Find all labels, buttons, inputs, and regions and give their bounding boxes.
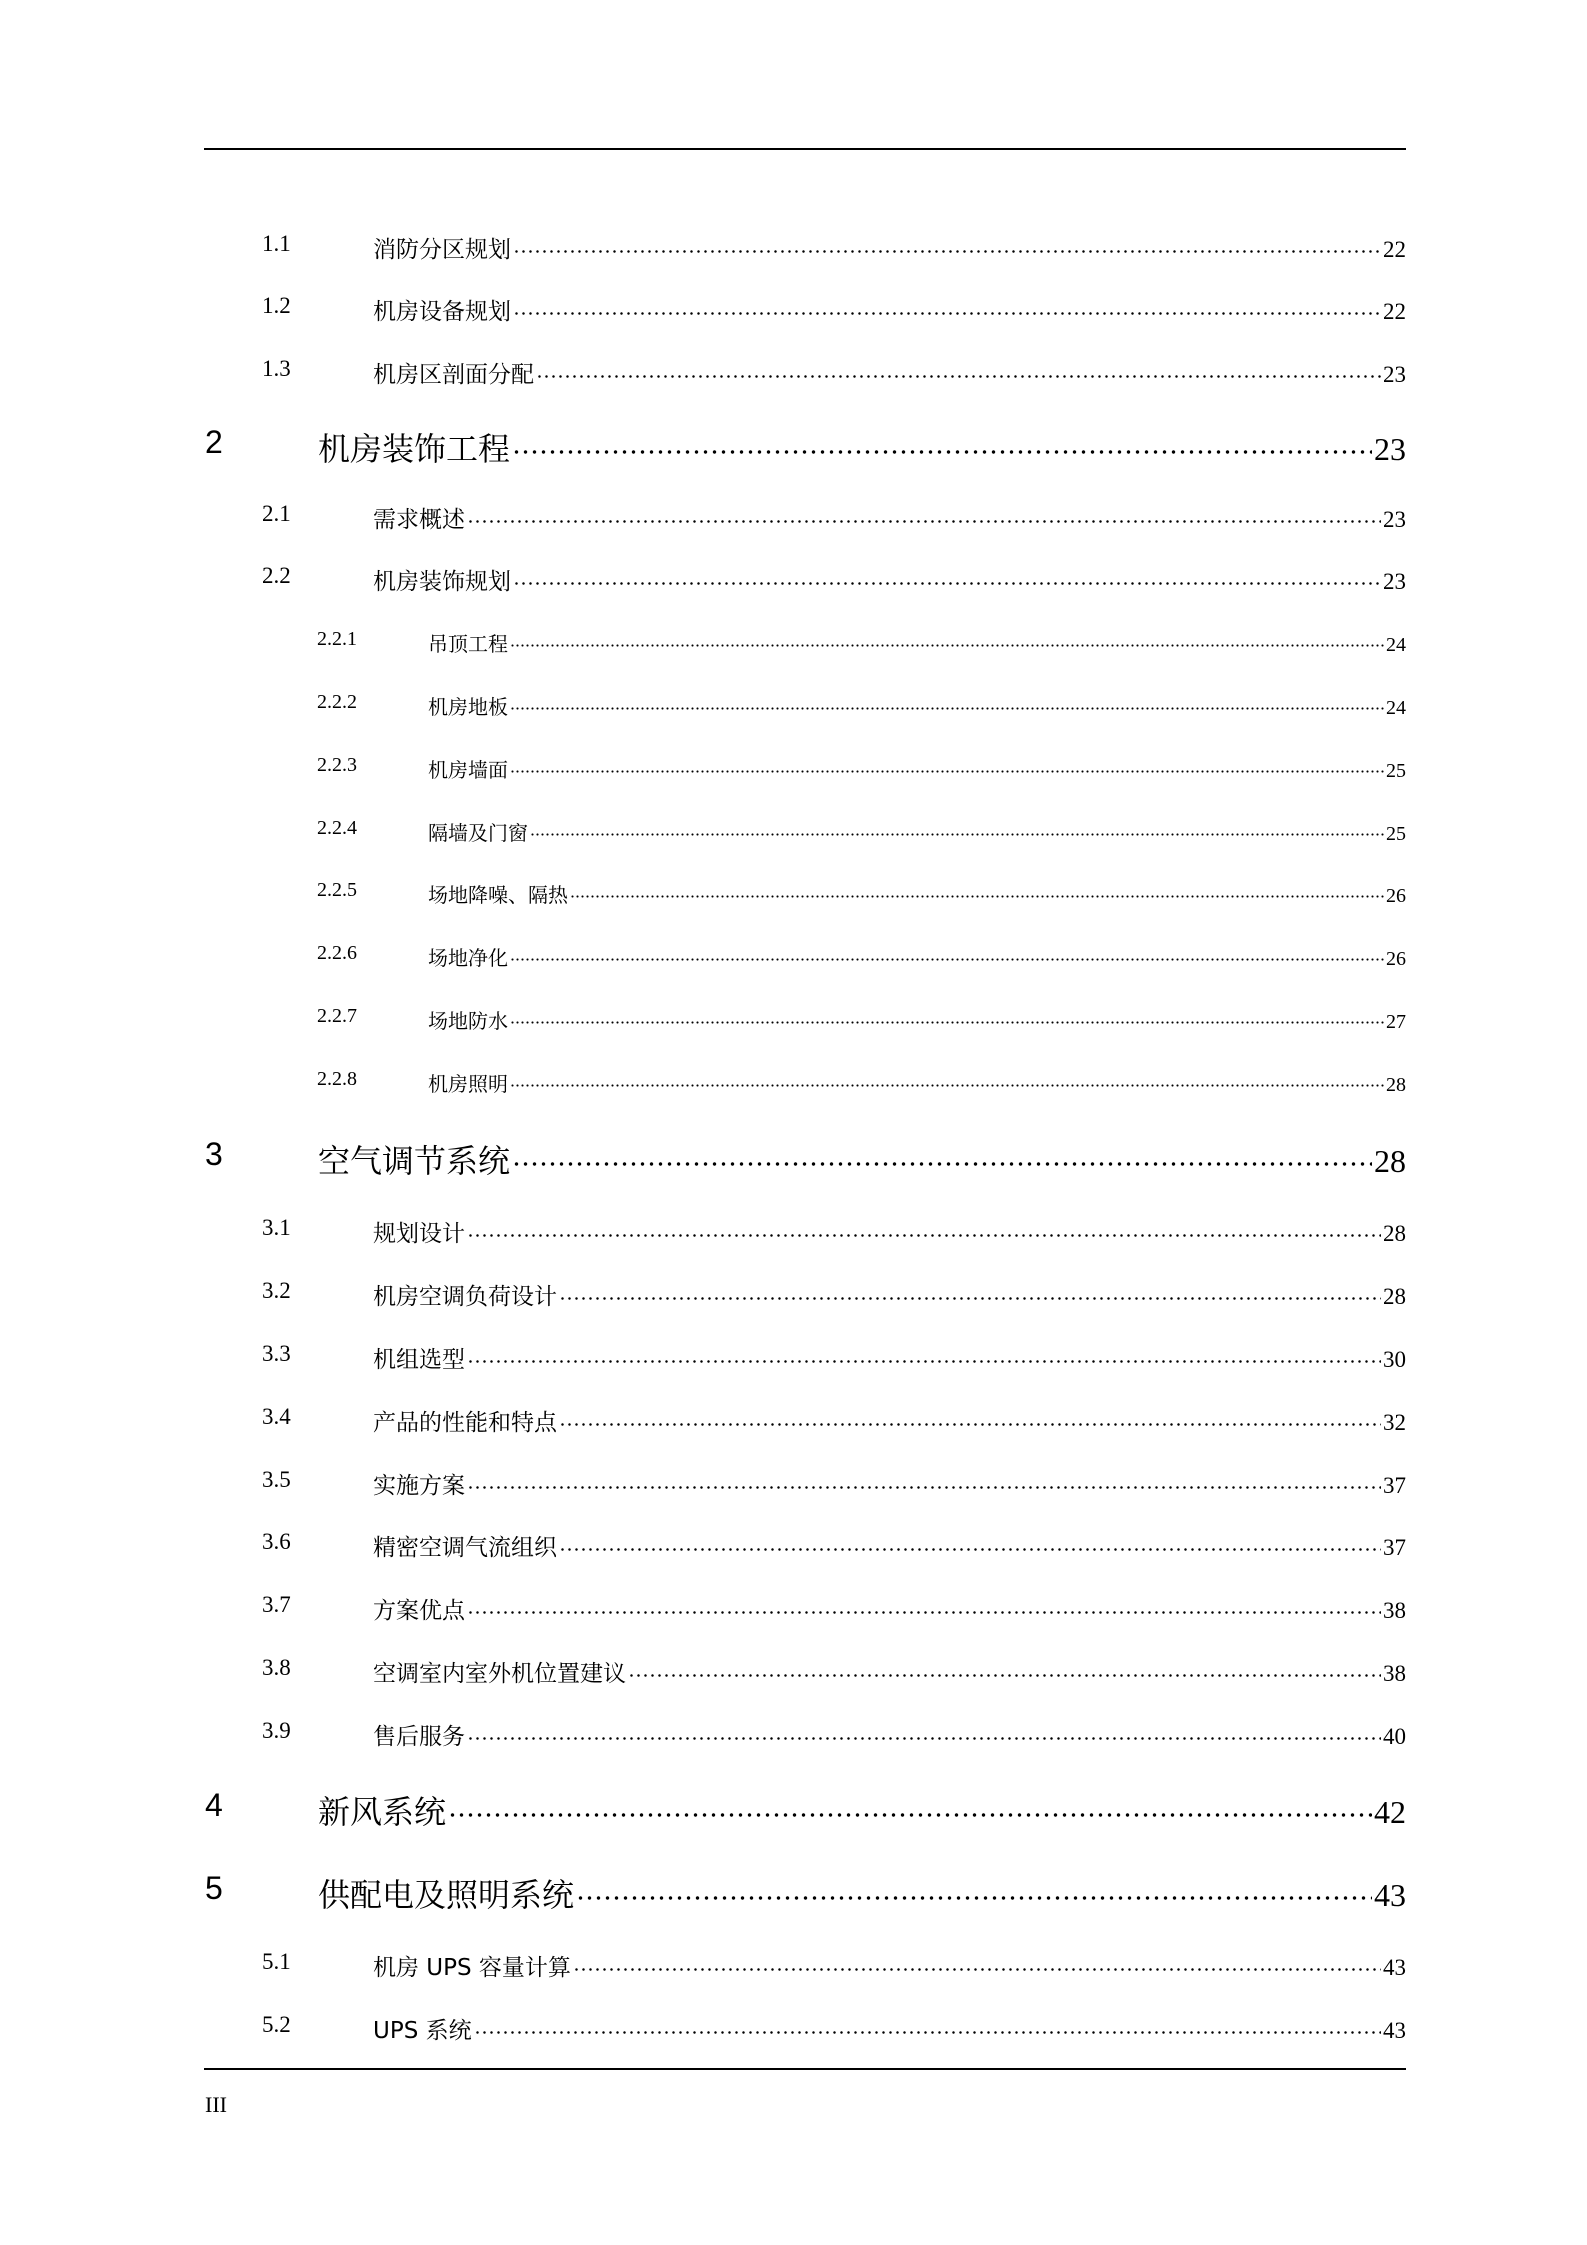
toc-entry-number: 1.2 xyxy=(262,293,291,319)
footer-rule xyxy=(204,2068,1406,2070)
toc-entry-line[interactable] xyxy=(428,1005,1406,1034)
toc-entry-page-number: 40 xyxy=(1383,1724,1406,1750)
toc-entry-page-number: 22 xyxy=(1383,237,1406,263)
dot-leader xyxy=(510,694,1384,714)
toc-entry-number: 3.9 xyxy=(262,1718,291,1744)
toc-entry-title[interactable]: 售后服务 xyxy=(373,1724,465,1751)
toc-entry-page-number: 22 xyxy=(1383,299,1406,325)
toc-entry-page-number: 28 xyxy=(1386,1074,1406,1096)
dot-leader xyxy=(512,428,1372,460)
toc-entry-title[interactable]: 精密空调气流组织 xyxy=(373,1535,557,1562)
toc-entry-title[interactable]: 场地防水 xyxy=(428,1009,508,1033)
toc-entry-number: 3.5 xyxy=(262,1467,291,1493)
dot-leader xyxy=(559,1532,1381,1555)
toc-entry-page-number: 30 xyxy=(1383,1347,1406,1373)
toc-entry-page-number: 23 xyxy=(1374,430,1406,467)
toc-entry-title[interactable]: 空气调节系统 xyxy=(318,1141,511,1180)
toc-entry-line[interactable] xyxy=(373,1529,1406,1562)
toc-entry-line[interactable] xyxy=(428,754,1406,783)
toc-entry-number: 4 xyxy=(205,1786,223,1823)
dot-leader xyxy=(559,1407,1381,1430)
dot-leader xyxy=(559,1281,1381,1304)
dot-leader xyxy=(467,1721,1381,1744)
toc-entry-line[interactable] xyxy=(373,231,1406,264)
toc-entry-title[interactable]: 实施方案 xyxy=(373,1473,465,1500)
toc-entry-page-number: 26 xyxy=(1386,885,1406,907)
toc-entry-number: 5.1 xyxy=(262,1949,291,1975)
toc-entry-page-number: 38 xyxy=(1383,1598,1406,1624)
toc-entry-number: 3.4 xyxy=(262,1404,291,1430)
toc-entry-number: 3.8 xyxy=(262,1655,291,1681)
toc-entry-title[interactable]: 消防分区规划 xyxy=(373,237,511,264)
dot-leader xyxy=(467,1218,1381,1241)
toc-entry-title[interactable]: 新风系统 xyxy=(318,1792,447,1831)
toc-entry-number: 2 xyxy=(205,423,223,460)
toc-entry-line[interactable] xyxy=(373,1404,1406,1437)
dot-leader xyxy=(513,296,1381,319)
toc-entry-page-number: 28 xyxy=(1383,1221,1406,1247)
toc-entry-line[interactable] xyxy=(373,1718,1406,1751)
toc-entry-page-number: 28 xyxy=(1383,1284,1406,1310)
toc-entry-title[interactable]: 空调室内室外机位置建议 xyxy=(373,1661,626,1688)
toc-entry-title[interactable]: 机房装饰工程 xyxy=(318,429,511,468)
toc-entry-line[interactable] xyxy=(373,2012,1406,2045)
toc-entry-title[interactable]: 机房装饰规划 xyxy=(373,569,511,596)
toc-entry-number: 1.1 xyxy=(262,231,291,257)
toc-entry-title[interactable]: 吊顶工程 xyxy=(428,632,508,656)
toc-entry-title[interactable]: 机组选型 xyxy=(373,1347,465,1374)
toc-entry-line[interactable] xyxy=(373,1278,1406,1311)
toc-entry-page-number: 24 xyxy=(1386,697,1406,719)
toc-entry-number: 2.2.2 xyxy=(317,691,357,713)
toc-entry-number: 5.2 xyxy=(262,2012,291,2038)
toc-entry-line[interactable] xyxy=(373,1949,1406,1982)
toc-entry-number: 2.2.3 xyxy=(317,754,357,776)
dot-leader xyxy=(467,1344,1381,1367)
toc-entry-line[interactable] xyxy=(373,1467,1406,1500)
toc-entry-title[interactable]: 需求概述 xyxy=(373,507,465,534)
dot-leader xyxy=(513,234,1381,257)
toc-entry-page-number: 32 xyxy=(1383,1410,1406,1436)
dot-leader xyxy=(510,631,1384,651)
dot-leader xyxy=(448,1791,1372,1823)
toc-entry-title[interactable]: 机房空调负荷设计 xyxy=(373,1284,557,1311)
toc-entry-title[interactable]: 场地降噪、隔热 xyxy=(428,883,568,907)
toc-entry-number: 2.1 xyxy=(262,501,291,527)
dot-leader xyxy=(510,1071,1384,1091)
toc-entry-line[interactable] xyxy=(373,1655,1406,1688)
toc-entry-line[interactable] xyxy=(373,1341,1406,1374)
toc-entry-line[interactable] xyxy=(428,879,1406,908)
toc-entry-line[interactable] xyxy=(428,691,1406,720)
toc-entry-number: 3.2 xyxy=(262,1278,291,1304)
toc-entry-page-number: 43 xyxy=(1374,1876,1406,1913)
toc-entry-title[interactable]: 机房墙面 xyxy=(428,758,508,782)
toc-entry-page-number: 24 xyxy=(1386,634,1406,656)
toc-entry-title[interactable]: 规划设计 xyxy=(373,1221,465,1248)
toc-entry-number: 3 xyxy=(205,1135,223,1172)
dot-leader xyxy=(510,945,1384,965)
toc-entry-page-number: 23 xyxy=(1383,362,1406,388)
toc-entry-line[interactable] xyxy=(373,1215,1406,1248)
dot-leader xyxy=(536,359,1381,382)
toc-entry-line[interactable] xyxy=(318,1787,1406,1833)
dot-leader xyxy=(510,1008,1384,1028)
toc-entry-page-number: 25 xyxy=(1386,760,1406,782)
toc-entry-title[interactable]: 机房 UPS 容量计算 xyxy=(373,1955,571,1982)
toc-entry-page-number: 27 xyxy=(1386,1011,1406,1033)
toc-entry-title[interactable]: 产品的性能和特点 xyxy=(373,1410,557,1437)
toc-entry-page-number: 23 xyxy=(1383,507,1406,533)
toc-entry-number: 2.2 xyxy=(262,563,291,589)
dot-leader xyxy=(513,566,1381,589)
dot-leader xyxy=(628,1658,1381,1681)
toc-entry-title[interactable]: 场地净化 xyxy=(428,946,508,970)
toc-entry-title[interactable]: 机房地板 xyxy=(428,695,508,719)
toc-entry-line[interactable] xyxy=(318,424,1406,470)
toc-entry-number: 3.6 xyxy=(262,1529,291,1555)
toc-entry-title[interactable]: 方案优点 xyxy=(373,1598,465,1625)
dot-leader xyxy=(512,1140,1372,1172)
toc-entry-line[interactable] xyxy=(318,1136,1406,1182)
toc-entry-number: 3.7 xyxy=(262,1592,291,1618)
toc-entry-number: 2.2.5 xyxy=(317,879,357,901)
toc-entry-line[interactable] xyxy=(428,817,1406,846)
dot-leader xyxy=(510,757,1384,777)
toc-entry-page-number: 25 xyxy=(1386,823,1406,845)
toc-entry-page-number: 43 xyxy=(1383,2018,1406,2044)
toc-entry-line[interactable] xyxy=(373,356,1406,389)
dot-leader xyxy=(467,1595,1381,1618)
dot-leader xyxy=(474,2015,1381,2038)
toc-entry-line[interactable] xyxy=(373,1592,1406,1625)
dot-leader xyxy=(573,1952,1381,1975)
toc-entry-number: 3.3 xyxy=(262,1341,291,1367)
toc-entry-number: 1.3 xyxy=(262,356,291,382)
toc-entry-page-number: 38 xyxy=(1383,1661,1406,1687)
toc-entry-line[interactable] xyxy=(373,563,1406,596)
toc-entry-title[interactable]: UPS 系统 xyxy=(373,2018,472,2045)
dot-leader xyxy=(530,820,1384,840)
toc-entry-number: 2.2.7 xyxy=(317,1005,357,1027)
footer-page-number: III xyxy=(205,2092,227,2117)
dot-leader xyxy=(570,882,1384,902)
header-rule xyxy=(204,148,1406,150)
toc-entry-page-number: 28 xyxy=(1374,1142,1406,1179)
toc-entry-number: 2.2.6 xyxy=(317,942,357,964)
toc-entry-page-number: 37 xyxy=(1383,1473,1406,1499)
toc-entry-title[interactable]: 供配电及照明系统 xyxy=(318,1875,575,1914)
toc-entry-page-number: 43 xyxy=(1383,1955,1406,1981)
toc-entry-title[interactable]: 隔墙及门窗 xyxy=(428,821,528,845)
toc-entry-line[interactable] xyxy=(373,293,1406,326)
dot-leader xyxy=(467,1470,1381,1493)
dot-leader xyxy=(467,504,1381,527)
toc-entry-title[interactable]: 机房照明 xyxy=(428,1072,508,1096)
toc-entry-page-number: 26 xyxy=(1386,948,1406,970)
toc-entry-number: 2.2.8 xyxy=(317,1068,357,1090)
toc-entry-number: 2.2.4 xyxy=(317,817,357,839)
toc-entry-line[interactable] xyxy=(318,1870,1406,1916)
toc-entry-number: 5 xyxy=(205,1869,223,1906)
toc-entry-line[interactable] xyxy=(428,1068,1406,1097)
toc-entry-line[interactable] xyxy=(428,628,1406,657)
dot-leader xyxy=(576,1874,1372,1906)
toc-entry-number: 2.2.1 xyxy=(317,628,357,650)
toc-entry-page-number: 37 xyxy=(1383,1535,1406,1561)
toc-entry-page-number: 42 xyxy=(1374,1793,1406,1830)
toc-entry-page-number: 23 xyxy=(1383,569,1406,595)
toc-entry-number: 3.1 xyxy=(262,1215,291,1241)
toc-entry-title[interactable]: 机房设备规划 xyxy=(373,299,511,326)
toc-entry-title[interactable]: 机房区剖面分配 xyxy=(373,362,534,389)
toc-entry-line[interactable] xyxy=(373,501,1406,534)
toc-entry-line[interactable] xyxy=(428,942,1406,971)
